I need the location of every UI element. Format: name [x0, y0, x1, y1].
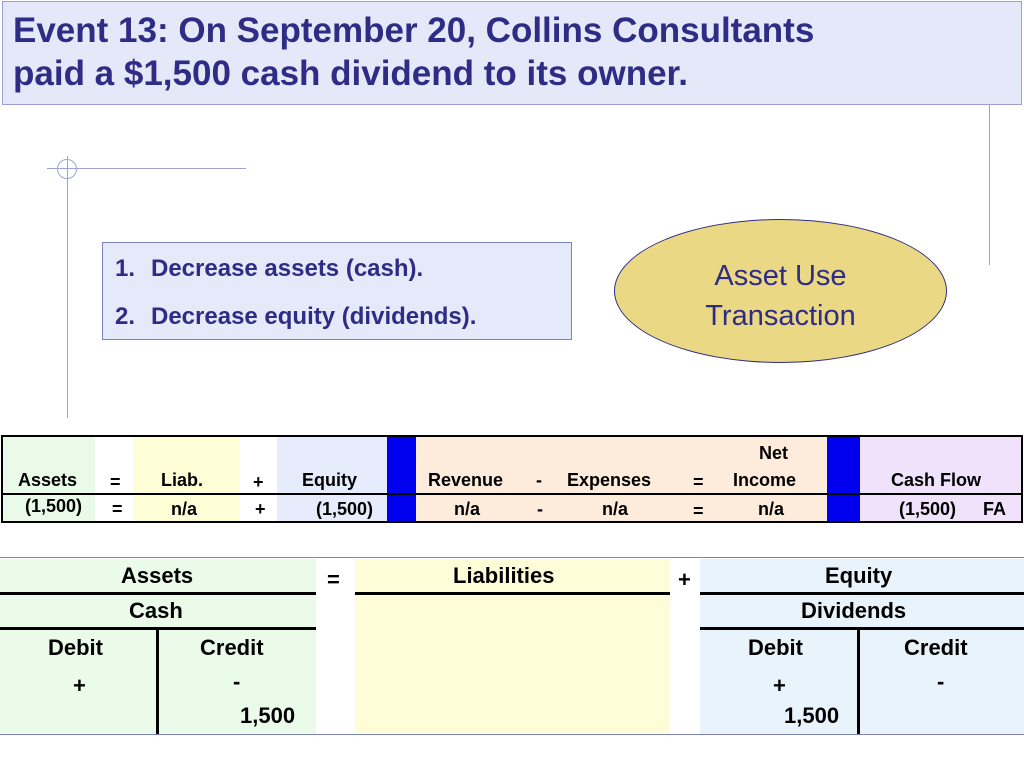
t-line-dividends	[700, 627, 1024, 630]
t-account-name-cash: Cash	[129, 598, 183, 623]
value-equals-2: =	[693, 501, 704, 521]
t-header-liabilities: Liabilities	[453, 563, 555, 588]
title-banner	[2, 1, 1022, 105]
value-net-income: n/a	[758, 499, 785, 519]
header-cash-flow: Cash Flow	[891, 470, 982, 490]
table-header-divider	[3, 493, 1021, 495]
title-line-2: paid a $1,500 cash dividend to its owner.	[13, 54, 688, 93]
decor-vertical-line-right	[989, 105, 990, 265]
bottom-border-line	[0, 734, 1024, 735]
cash-credit-amount: 1,500	[240, 703, 296, 728]
transaction-type-label: Asset Use Transaction	[705, 260, 856, 332]
value-plus: +	[255, 499, 266, 519]
t-header-plus: +	[678, 567, 691, 592]
t-header-equals: =	[327, 567, 340, 592]
header-minus: -	[536, 470, 542, 490]
value-liabilities: n/a	[171, 499, 198, 519]
step-number: 2.	[115, 303, 136, 330]
header-assets: Assets	[18, 470, 78, 490]
t-header-assets: Assets	[121, 563, 194, 588]
header-net: Net	[759, 443, 789, 463]
step-text: Decrease assets (cash).	[151, 255, 424, 282]
value-revenue: n/a	[454, 499, 481, 519]
top-border-line	[0, 557, 1024, 558]
header-plus: +	[253, 472, 264, 492]
header-liabilities: Liab.	[161, 470, 204, 490]
value-equals: =	[112, 499, 123, 519]
step-number: 1.	[115, 255, 136, 282]
dividends-credit-label: Credit	[904, 635, 968, 660]
steps-box	[102, 242, 572, 340]
decor-vertical-line-left	[67, 156, 68, 418]
t-vertical-dividends	[857, 627, 860, 734]
header-equity: Equity	[302, 470, 358, 490]
value-expenses: n/a	[602, 499, 629, 519]
t-line-liabilities-header	[355, 592, 670, 595]
cash-debit-sign: +	[73, 673, 86, 698]
value-equity: (1,500)	[316, 499, 374, 519]
divider-bar	[387, 437, 416, 521]
cash-debit-label: Debit	[48, 635, 103, 660]
value-cash-flow-type: FA	[983, 499, 1007, 519]
effects-table	[1, 435, 1023, 523]
value-minus: -	[537, 499, 543, 519]
transaction-type-ellipse	[614, 219, 947, 363]
dividends-debit-sign: +	[773, 673, 786, 698]
divider-bar	[827, 437, 860, 521]
dividends-credit-sign: -	[937, 669, 945, 694]
header-expenses: Expenses	[567, 470, 652, 490]
t-vertical-cash	[156, 627, 159, 734]
t-line-equity-header	[700, 592, 1024, 595]
step-text: Decrease equity (dividends).	[151, 303, 477, 330]
title-line-1: Event 13: On September 20, Collins Consultants	[13, 11, 815, 50]
dividends-debit-amount: 1,500	[784, 703, 840, 728]
t-header-equity: Equity	[825, 563, 893, 588]
step-item	[115, 303, 476, 331]
page-title	[13, 9, 1013, 95]
header-equals: =	[110, 472, 121, 492]
step-item	[115, 255, 423, 283]
cash-credit-sign: -	[233, 669, 241, 694]
decor-circle	[57, 159, 77, 179]
header-equals-2: =	[693, 472, 704, 492]
dividends-debit-label: Debit	[748, 635, 803, 660]
value-cash-flow: (1,500)	[899, 499, 957, 519]
value-assets: (1,500)	[25, 496, 83, 516]
header-income: Income	[733, 470, 797, 490]
header-revenue: Revenue	[428, 470, 504, 490]
cash-credit-label: Credit	[200, 635, 264, 660]
t-line-assets-header	[0, 592, 316, 595]
t-account-name-dividends: Dividends	[801, 598, 907, 623]
